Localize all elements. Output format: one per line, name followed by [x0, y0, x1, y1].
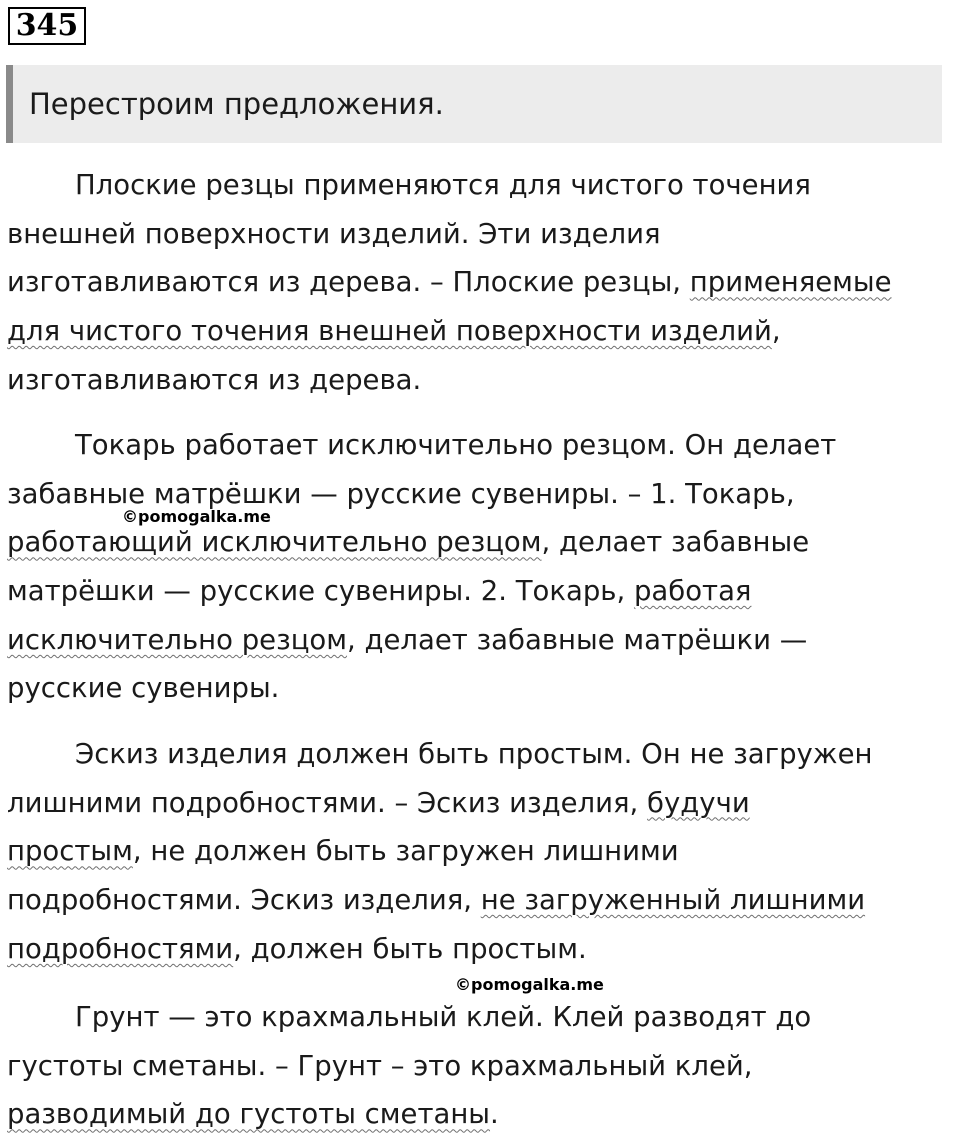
underlined-phrase: исключительно резцом — [7, 623, 348, 656]
text-segment: внешней поверхности изделий. Эти изделия — [7, 217, 661, 250]
text-segment: лишними подробностями. – Эскиз изделия, — [7, 786, 648, 819]
text-segment: изготавливаются из дерева. – Плоские резцы, — [7, 266, 690, 299]
paragraph-2 — [7, 421, 836, 713]
text-line — [7, 421, 836, 470]
underlined-phrase: подробностями — [7, 932, 234, 965]
text-segment: , — [771, 315, 781, 348]
underlined-phrase: работая — [633, 575, 752, 608]
text-segment: , не должен быть загружен лишними — [132, 835, 679, 868]
text-line — [7, 616, 836, 665]
text-line — [7, 827, 872, 876]
text-segment: , должен быть простым. — [233, 932, 587, 965]
text-line — [7, 730, 872, 779]
text-line — [7, 356, 892, 405]
text-line — [7, 664, 836, 713]
text-segment: Плоские резцы применяются для чистого точения — [75, 169, 811, 201]
exercise-number: 345 — [8, 7, 86, 45]
task-title: Перестроим предложения. — [29, 87, 444, 121]
watermark: ©pomogalka.me — [122, 507, 271, 526]
text-line — [7, 307, 892, 356]
text-segment: Эскиз изделия должен быть простым. Он не загружен — [75, 738, 873, 770]
underlined-phrase: разводимый до густоты сметаны — [7, 1098, 491, 1131]
paragraph-4 — [7, 993, 811, 1139]
text-line — [7, 925, 872, 974]
text-segment: матрёшки — русские сувениры. 2. Токарь, — [7, 575, 634, 608]
watermark: ©pomogalka.me — [455, 975, 604, 994]
text-segment: густоты сметаны. – Грунт – это крахмальный клей, — [7, 1049, 753, 1082]
underlined-phrase: будучи — [647, 786, 750, 819]
text-line — [7, 1090, 811, 1139]
text-segment: , делает забавные — [541, 526, 810, 559]
underlined-phrase: простым — [7, 835, 133, 868]
text-line — [7, 161, 892, 210]
text-segment: забавные матрёшки — русские сувениры. – 1. Токарь, — [7, 477, 795, 510]
text-segment: подробностями. Эскиз изделия, — [7, 884, 481, 917]
underlined-phrase: для чистого точения внешней поверхности изделий — [7, 315, 772, 348]
text-line — [7, 779, 872, 828]
paragraph-3 — [7, 730, 872, 973]
text-segment: изготавливаются из дерева. — [7, 363, 422, 396]
text-segment: русские сувениры. — [7, 672, 280, 705]
text-segment: Грунт — это крахмальный клей. Клей разводят до — [75, 1001, 812, 1033]
text-line — [7, 258, 892, 307]
task-banner — [6, 65, 942, 143]
underlined-phrase: работающий исключительно резцом — [7, 526, 542, 559]
text-line — [7, 876, 872, 925]
text-line — [7, 210, 892, 259]
paragraph-1 — [7, 161, 892, 404]
text-segment: , делает забавные матрёшки — — [347, 623, 808, 656]
underlined-phrase: не загруженный лишними — [480, 884, 866, 917]
text-segment: . — [490, 1098, 499, 1131]
text-segment: Токарь работает исключительно резцом. Он делает — [75, 429, 837, 461]
text-line — [7, 1042, 811, 1091]
text-line — [7, 567, 836, 616]
text-line — [7, 993, 811, 1042]
underlined-phrase: применяемые — [689, 266, 892, 299]
